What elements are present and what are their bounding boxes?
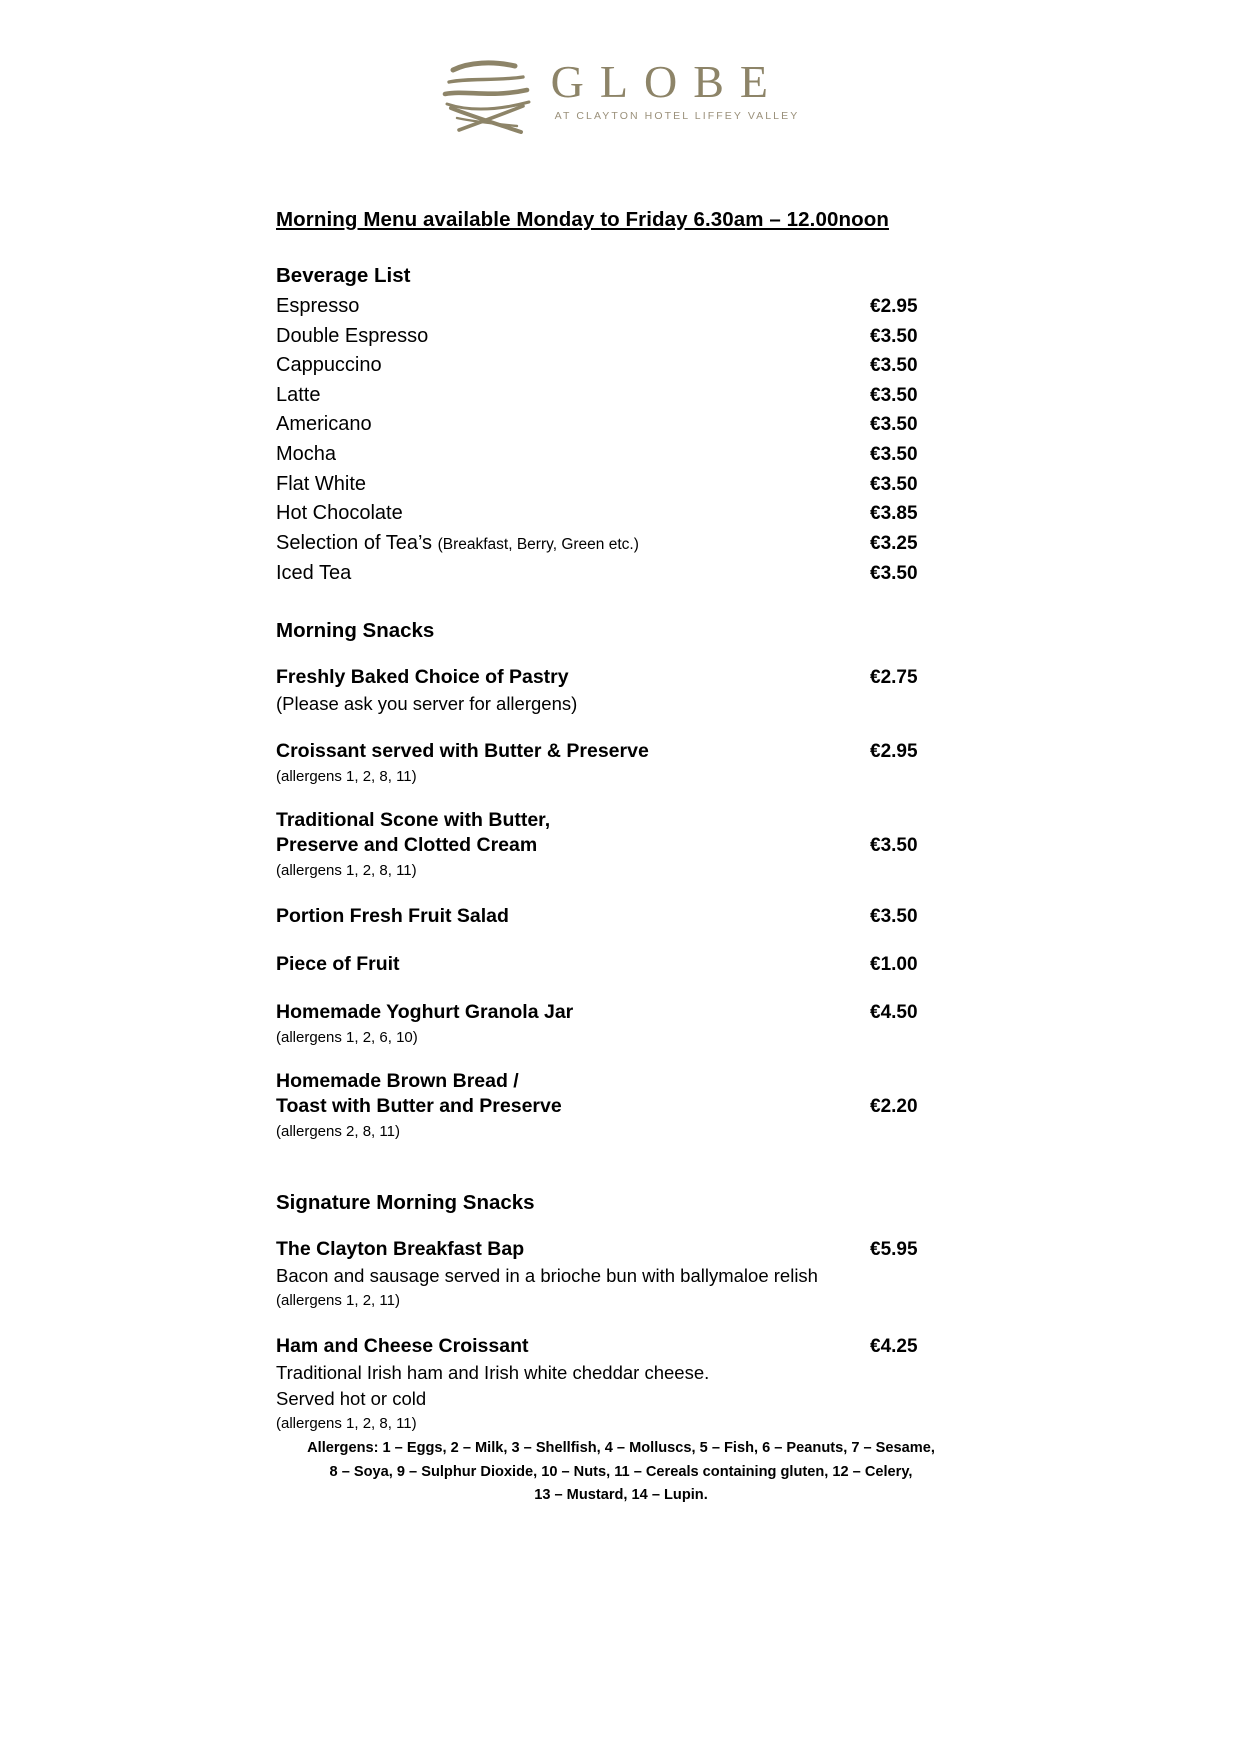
item-allergens: (allergens 1, 2, 8, 11) — [276, 861, 417, 879]
item-description-line2: Served hot or cold — [276, 1387, 427, 1409]
logo-lockup — [441, 52, 800, 134]
item-name: Hot Chocolate — [276, 502, 403, 525]
item-allergens: (allergens 1, 2, 11) — [276, 1291, 400, 1309]
item-name: Double Espresso — [276, 324, 429, 347]
page-title: Morning Menu available Monday to Friday 6.30am – 12.00noon — [276, 208, 889, 231]
item-allergens: (allergens 2, 8, 11) — [276, 1122, 400, 1140]
section-heading-signature-snacks: Signature Morning Snacks — [276, 1190, 535, 1214]
menu-row — [276, 529, 966, 560]
item-description: (Please ask you server for allergens) — [276, 692, 578, 714]
snack-item — [276, 903, 966, 930]
signature-snacks-section — [276, 1191, 966, 1435]
item-name-line2: Toast with Butter and Preserve — [276, 1094, 562, 1117]
item-price: €3.50 — [870, 443, 918, 465]
snack-item — [276, 951, 966, 978]
item-price: €2.75 — [870, 666, 918, 688]
menu-row — [276, 410, 966, 440]
item-name: Espresso — [276, 295, 360, 317]
item-price: €4.50 — [870, 1001, 918, 1023]
menu-row — [276, 322, 966, 352]
item-allergens: (allergens 1, 2, 6, 10) — [276, 1028, 418, 1046]
item-name: Flat White — [276, 472, 367, 495]
item-name: Homemade Brown Bread / — [276, 1069, 519, 1092]
item-name: Ham and Cheese Croissant — [276, 1334, 529, 1357]
item-name: Latte — [276, 383, 321, 406]
snack-item — [276, 1236, 966, 1312]
section-heading-morning-snacks: Morning Snacks — [276, 618, 435, 642]
item-price: €3.85 — [870, 503, 918, 525]
brand-header — [0, 0, 1240, 134]
item-price: €3.50 — [870, 384, 918, 406]
morning-snacks-section — [276, 619, 966, 1143]
item-name: Americano — [276, 413, 372, 436]
item-name: Mocha — [276, 442, 337, 465]
snack-item — [276, 738, 966, 788]
item-name: Piece of Fruit — [276, 952, 400, 975]
item-price: €3.50 — [870, 563, 918, 585]
item-name: The Clayton Breakfast Bap — [276, 1237, 525, 1260]
item-allergens: (allergens 1, 2, 8, 11) — [276, 1414, 417, 1432]
item-note: (Breakfast, Berry, Green etc.) — [437, 535, 639, 553]
item-price: €3.50 — [870, 355, 918, 377]
brand-name: GLOBE — [550, 56, 784, 107]
snack-item — [276, 1333, 966, 1435]
item-name: Traditional Scone with Butter, — [276, 808, 551, 831]
item-name: Cappuccino — [276, 354, 382, 377]
globe-scribble-logo-icon — [441, 52, 537, 134]
item-price: €2.95 — [870, 740, 918, 762]
item-price: €1.00 — [870, 953, 918, 975]
menu-row — [276, 499, 966, 529]
snack-item — [276, 999, 966, 1049]
item-price: €2.20 — [870, 1095, 918, 1117]
item-name-line2: Preserve and Clotted Cream — [276, 833, 538, 856]
item-price: €3.25 — [870, 532, 918, 554]
item-name: Freshly Baked Choice of Pastry — [276, 665, 569, 688]
item-price: €3.50 — [870, 905, 918, 927]
item-name: Iced Tea — [276, 562, 352, 585]
menu-row — [276, 351, 966, 381]
item-price: €3.50 — [870, 325, 918, 347]
menu-row — [276, 381, 966, 411]
allergen-legend-line-2: 8 – Soya, 9 – Sulphur Dioxide, 10 – Nuts, 11 – Cereals containing gluten, 12 – Celery, — [329, 1463, 913, 1480]
logo-text — [551, 52, 800, 122]
allergen-legend — [276, 1437, 966, 1508]
snack-item — [276, 664, 966, 717]
menu-sheet — [276, 208, 966, 1435]
allergen-legend-line-1: Allergens: 1 – Eggs, 2 – Milk, 3 – Shellfish, 4 – Molluscs, 5 – Fish, 6 – Peanuts, 7 – Sesame, — [307, 1440, 935, 1456]
item-allergens: (allergens 1, 2, 8, 11) — [276, 767, 417, 785]
menu-row — [276, 559, 966, 589]
section-heading-beverages: Beverage List — [276, 264, 411, 287]
item-name: Croissant served with Butter & Preserve — [276, 739, 649, 762]
item-description: Bacon and sausage served in a brioche bun with ballymaloe relish — [276, 1264, 818, 1286]
item-price: €3.50 — [870, 473, 918, 495]
brand-tagline: AT CLAYTON HOTEL LIFFEY VALLEY — [554, 110, 800, 123]
allergen-legend-line-3: 13 – Mustard, 14 – Lupin. — [534, 1487, 708, 1503]
item-name: Homemade Yoghurt Granola Jar — [276, 1000, 574, 1023]
menu-row — [276, 292, 966, 322]
item-name: Portion Fresh Fruit Salad — [276, 904, 509, 927]
menu-row — [276, 440, 966, 470]
item-name: Selection of Tea’s — [276, 531, 438, 554]
menu-row — [276, 470, 966, 500]
item-description: Traditional Irish ham and Irish white cheddar cheese. — [276, 1361, 710, 1383]
item-price: €3.50 — [870, 834, 918, 856]
beverage-section — [276, 264, 966, 589]
snack-item — [276, 1070, 966, 1143]
snack-item — [276, 809, 966, 882]
item-price: €5.95 — [870, 1238, 918, 1260]
item-price: €4.25 — [870, 1335, 918, 1357]
item-price: €3.50 — [870, 414, 918, 436]
item-price: €2.95 — [870, 296, 918, 317]
